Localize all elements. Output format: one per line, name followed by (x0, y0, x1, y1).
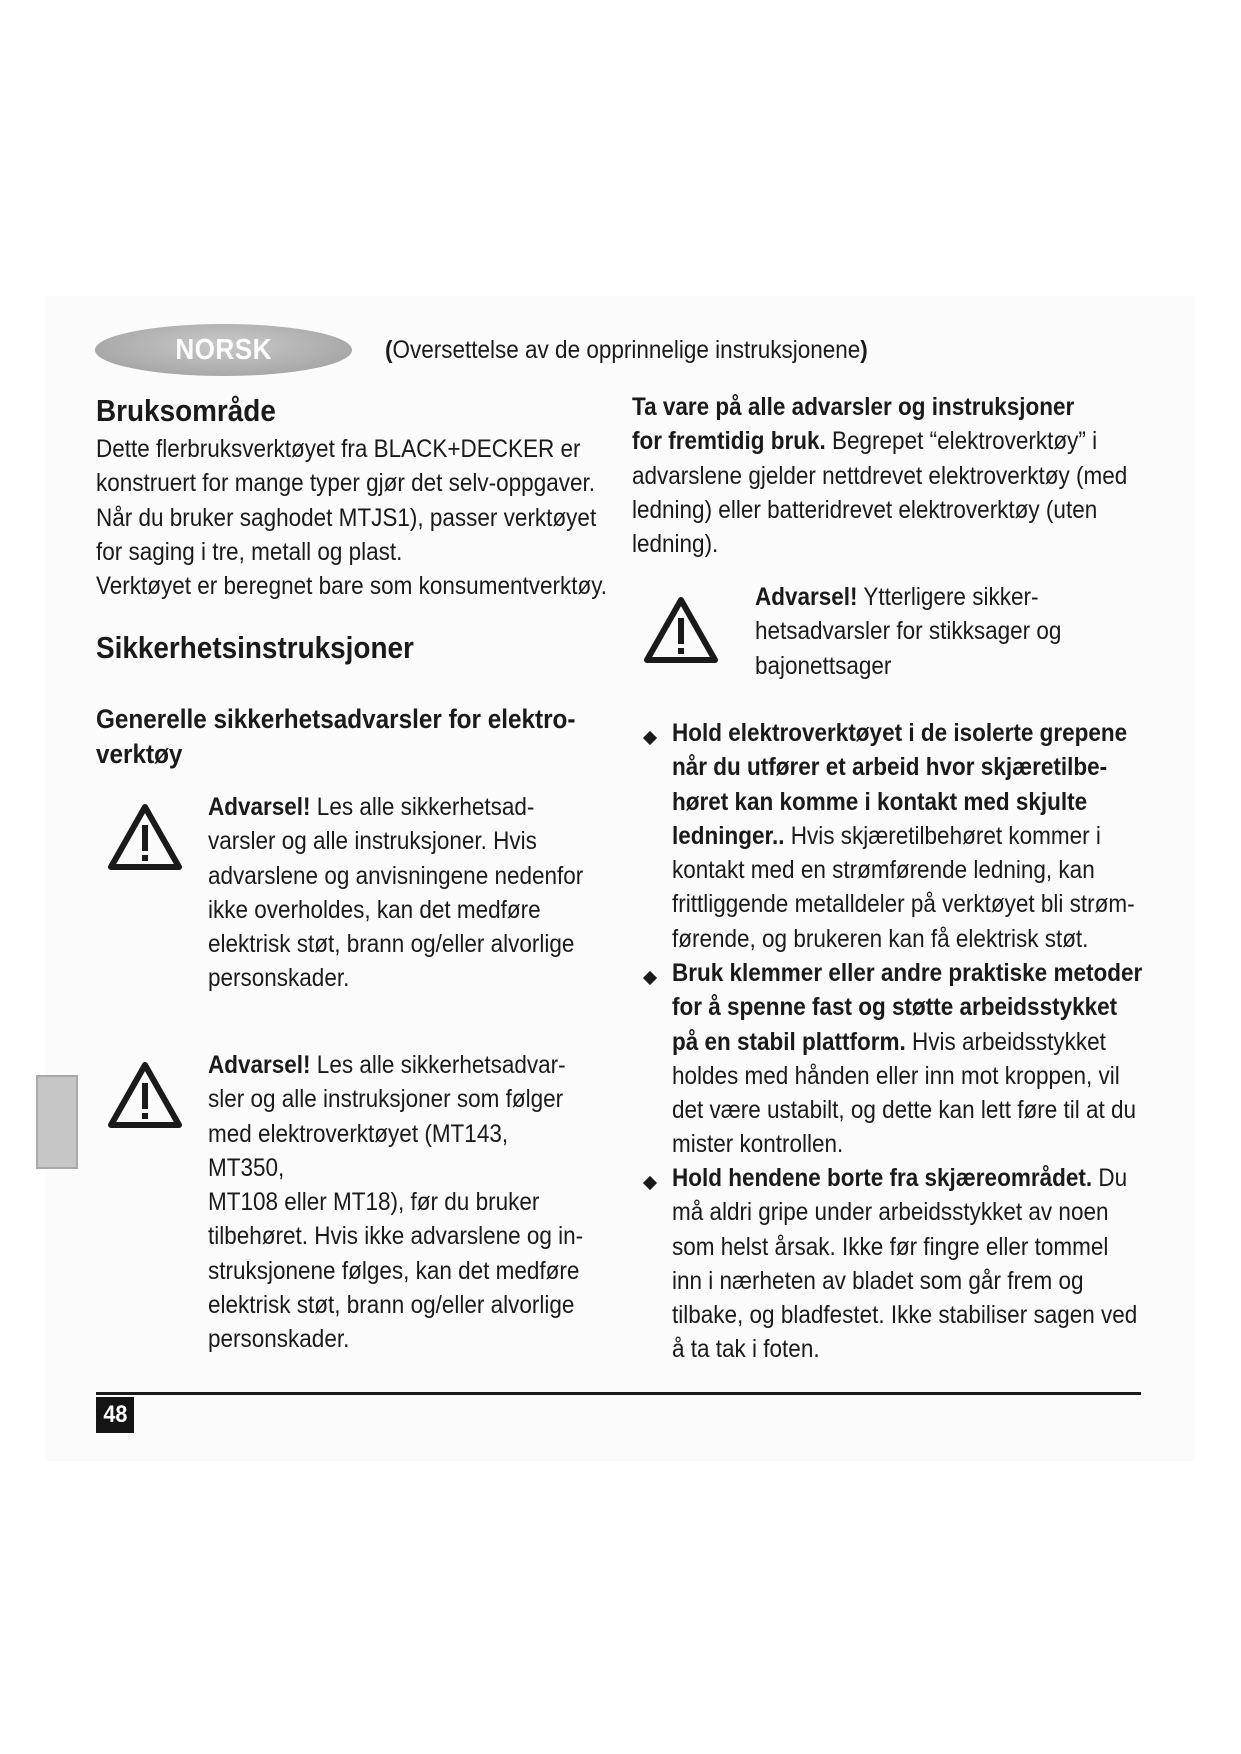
text-line (632, 390, 1208, 424)
text-line: advarslene og anvisningene nedenfor (208, 861, 584, 890)
section-tab-marker (36, 1075, 78, 1169)
bullet-hands-away (672, 1161, 1230, 1367)
text-span: Les alle sikkerhetsad- (310, 793, 535, 821)
text-span: Hvis arbeidsstykket (905, 1027, 1106, 1056)
text-line: konstruert for mange typer gjør det selv-oppgaver. (96, 469, 595, 498)
text-line (672, 785, 1230, 819)
text-line: førende, og brukeren kan få elektrisk støt. (672, 924, 1089, 953)
text-line: å ta tak i foten. (672, 1335, 820, 1364)
text-span: Ytterligere sikker- (857, 583, 1039, 611)
paren-close: ) (860, 336, 868, 364)
warning-general (208, 790, 586, 996)
language-label: NORSK (175, 333, 272, 366)
bold-text: høret kan komme i kontakt med skjulte (672, 787, 1088, 816)
text-line: tilbake, og bladfestet. Ikke stabiliser sagen ved (672, 1301, 1138, 1330)
warning-label: Advarsel! (755, 583, 858, 611)
text-line: for saging i tre, metall og plast. (96, 537, 403, 566)
text-line: Verktøyet er beregnet bare som konsumentverktøy. (96, 572, 608, 601)
paren-open: ( (385, 336, 393, 364)
warning-accessory (208, 1048, 586, 1357)
bold-text: for å spenne fast og støtte arbeidsstykket (672, 993, 1118, 1022)
text-line: mister kontrollen. (672, 1130, 844, 1159)
text-line (672, 750, 1230, 784)
translation-note (385, 336, 868, 365)
bold-text: på en stabil plattform. (672, 1027, 906, 1056)
text-line: varsler og alle instruksjoner. Hvis (208, 827, 537, 856)
text-line: elektrisk støt, brann og/eller alvorlige (208, 930, 575, 959)
page-number: 48 (102, 1401, 128, 1428)
general-warnings-heading (96, 702, 654, 772)
bold-text: for fremtidig bruk. (632, 427, 826, 456)
text-span: Hvis skjæretilbehøret kommer i (784, 821, 1101, 850)
text-line (755, 580, 1151, 614)
bullet-clamps (672, 956, 1230, 1162)
text-line: ikke overholdes, kan det medføre (208, 895, 541, 924)
text-line: personskader. (208, 1325, 350, 1354)
bold-text: Hold hendene borte fra skjæreområdet. (672, 1164, 1093, 1192)
translation-note-text: Oversettelse av de opprinnelige instruksjonene (392, 336, 861, 364)
text-line: advarslene gjelder nettdrevet elektroverktøy (med (632, 461, 1128, 490)
keep-instructions-paragraph (632, 390, 1208, 561)
text-line: frittliggende metalldeler på verktøyet bli strøm- (672, 890, 1135, 919)
text-line: med elektroverktøyet (MT143, MT350, (208, 1119, 509, 1182)
bold-text: ledninger.. (672, 821, 785, 850)
page-number-badge (96, 1397, 134, 1433)
text-line: holdes med hånden eller inn mot kroppen, vil (672, 1061, 1120, 1090)
bold-text: Hold elektroverktøyet i de isolerte grepene (672, 719, 1128, 747)
text-line: må aldri gripe under arbeidsstykket av noen (672, 1198, 1109, 1227)
text-line (632, 424, 1208, 458)
warning-triangle-icon (107, 1061, 183, 1129)
text-line: som helst årsak. Ikke før fingre eller tommel (672, 1232, 1109, 1261)
text-line (672, 1161, 1230, 1195)
bullet-insulated-grips (672, 716, 1230, 956)
language-badge (95, 324, 352, 376)
text-line: Når du bruker saghodet MTJS1), passer verktøyet (96, 503, 597, 532)
warning-triangle-icon (107, 803, 183, 871)
bold-text: Ta vare på alle advarsler og instruksjoner (632, 393, 1075, 421)
text-line (208, 1048, 586, 1082)
text-line: inn i nærheten av bladet som går frem og (672, 1266, 1084, 1295)
warning-label: Advarsel! (208, 1051, 311, 1079)
warning-triangle-icon (643, 596, 719, 664)
text-line: bajonettsager (755, 651, 892, 680)
text-line: elektrisk støt, brann og/eller alvorlige (208, 1291, 575, 1320)
safety-heading: Sikkerhetsinstruksjoner (96, 630, 414, 665)
text-line: tilbehøret. Hvis ikke advarslene og in- (208, 1222, 584, 1251)
text-line: ledning) eller batteridrevet elektroverktøy (uten (632, 495, 1098, 524)
heading-line: Generelle sikkerhetsadvarsler for elektro- (96, 704, 576, 734)
text-span: Du (1092, 1164, 1128, 1192)
text-line (208, 790, 586, 824)
text-line: kontakt med en strømførende ledning, kan (672, 856, 1095, 885)
warning-jigsaw (755, 580, 1151, 683)
text-line (672, 1025, 1230, 1059)
bold-text: når du utfører et arbeid hvor skjæretilbe- (672, 753, 1108, 782)
text-line: MT108 eller MT18), før du bruker (208, 1188, 540, 1217)
warning-label: Advarsel! (208, 793, 311, 821)
bold-text: Bruk klemmer eller andre praktiske metoder (672, 959, 1143, 987)
footer-rule (96, 1392, 1141, 1395)
text-line: ledning). (632, 530, 719, 559)
text-line: sler og alle instruksjoner som følger (208, 1085, 564, 1114)
text-line: Dette flerbruksverktøyet fra BLACK+DECKER er (96, 435, 581, 463)
usage-paragraph (96, 432, 654, 603)
usage-heading: Bruksområde (96, 393, 276, 428)
text-line: hetsadvarsler for stikksager og (755, 617, 1062, 646)
text-line (672, 990, 1230, 1024)
text-line (672, 956, 1230, 990)
text-line (672, 819, 1230, 853)
text-line: personskader. (208, 964, 350, 993)
text-line: struksjonene følges, kan det medføre (208, 1256, 580, 1285)
text-line (672, 716, 1230, 750)
text-line: det være ustabilt, og dette kan lett føre til at du (672, 1096, 1137, 1125)
heading-line: verktøy (96, 739, 183, 769)
text-span: Begrepet “elektroverktøy” i (825, 427, 1098, 456)
text-span: Les alle sikkerhetsadvar- (310, 1051, 566, 1079)
